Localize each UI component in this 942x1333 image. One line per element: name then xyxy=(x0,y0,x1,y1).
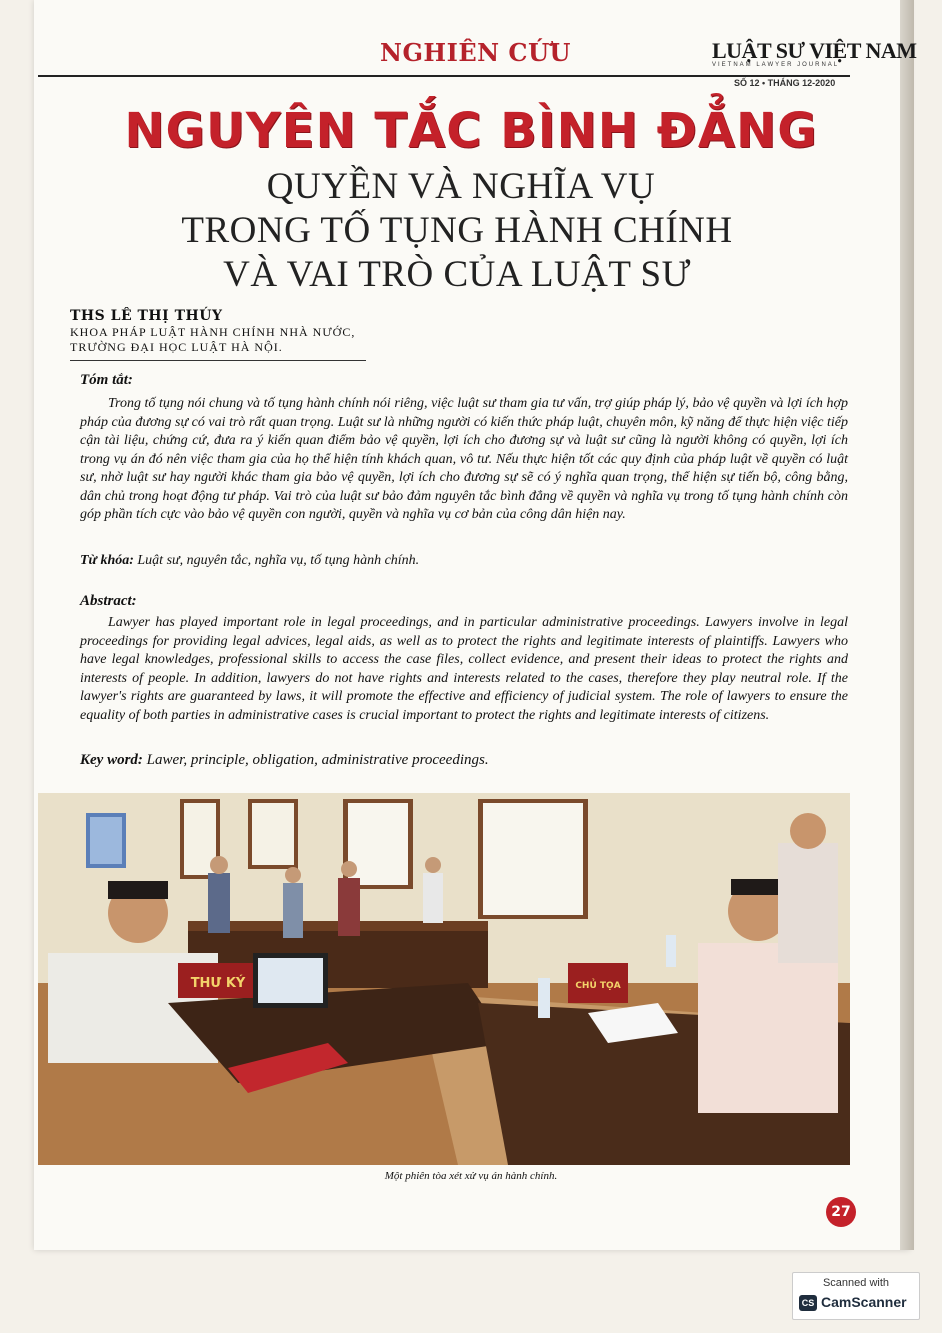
summary-en-label: Abstract: xyxy=(80,593,137,609)
author-rule xyxy=(70,360,366,361)
courtroom-photo xyxy=(38,793,850,1165)
keywords-en-label: Key word: xyxy=(80,752,143,768)
sign-presiding: CHỦ TỌA xyxy=(575,981,621,991)
watermark-brand: CamScanner xyxy=(821,1294,907,1310)
author-affiliation-1: KHOA PHÁP LUẬT HÀNH CHÍNH NHÀ NƯỚC, xyxy=(70,325,356,339)
camscanner-logo-icon: CS xyxy=(799,1295,817,1311)
camscanner-watermark xyxy=(792,1272,920,1320)
photo-caption: Một phiên tòa xét xử vụ án hành chính. xyxy=(384,1170,558,1182)
sign-clerk: THƯ KÝ xyxy=(190,976,246,991)
watermark-text: Scanned with xyxy=(822,1277,890,1289)
keywords-vi xyxy=(80,553,419,569)
journal-brand: LUẬT SƯ VIỆT NAM xyxy=(712,38,917,63)
article-subtitle-line-3: VÀ VAI TRÒ CỦA LUẬT SƯ xyxy=(223,254,691,295)
summary-vi-text: Trong tố tụng nói chung và tố tụng hành chính nói riêng, việc luật sư tham gia tư vấn, trợ giúp pháp lý, bảo vệ quyền và lợi ích hợp pháp của đương sự có vai trò rất quan trọng. Luật sư là những người có kiến thức pháp luật, chuyên môn, kỹ năng để thực hiện việc tiếp cận tài liệu, chứng cứ, đưa ra ý kiến quan điểm bảo vệ quyền, lợi ích cho đương sự và luật sư cũng là người không có quyền, lợi ích trong vụ án đó nên việc tham gia của họ thể hiện tính khách quan, vô tư. Nếu thực hiện tốt các quy định của pháp luật về quyền có luật sư, nhờ luật sư hay người khác tham gia bảo vệ quyền, lợi ích cho đương sự sẽ có ý nghĩa quan trọng, thể hiện sự tiến bộ, công bằng, dân chủ trong hoạt động tư pháp. Vai trò của luật sư bảo đảm nguyên tắc bình đẳng về quyền và nghĩa vụ trong tố tụng hành chính còn góp phần tích cực vào bảo vệ quyền con người, quyền và nghĩa vụ cơ bản của công dân hiện nay. xyxy=(80,396,848,522)
keywords-en-values: Lawer, principle, obligation, administrative proceedings. xyxy=(146,752,489,768)
section-label: NGHIÊN CỨU xyxy=(380,38,571,67)
keywords-vi-values: Luật sư, nguyên tắc, nghĩa vụ, tố tụng hành chính. xyxy=(137,553,420,568)
summary-en-text: Lawyer has played important role in legal proceedings, and in particular administrative proceedings. Lawyers involve in legal proceedings for providing legal advices, legal aids, as well as to protect the rights and legitimate interests of plaintiffs. Lawyers who have legal knowledges, professional skills to access the case files, collect evidence, and present their ideas to protect the rights and interests of people. In addition, lawyers do not have rights and interests related to the cases, therefore they play neutral role. If the lawyer's rights are guaranteed by laws, it will promote the effective and efficiency of judicial system. The role of lawyers to ensure the equality of both parties in administrative cases is crucial important to protect the rights and legitimate interests of citizens. xyxy=(80,615,848,723)
article-title: NGUYÊN TẮC BÌNH ĐẲNG xyxy=(124,103,818,159)
summary-vi-label: Tóm tắt: xyxy=(80,372,133,388)
author-name: THS LÊ THỊ THÚY xyxy=(70,308,223,324)
journal-brand-subtitle: VIETNAM LAWYER JOURNAL xyxy=(712,62,840,68)
courtroom-illustration xyxy=(38,793,850,1165)
keywords-en xyxy=(80,752,489,769)
keywords-vi-label: Từ khóa: xyxy=(80,553,134,568)
issue-info: SỐ 12 • THÁNG 12-2020 xyxy=(734,78,836,88)
author-affiliation-2: TRƯỜNG ĐẠI HỌC LUẬT HÀ NỘI. xyxy=(70,340,283,354)
article-subtitle-line-1: QUYỀN VÀ NGHĨA VỤ xyxy=(266,166,656,207)
article-subtitle-line-2: TRONG TỐ TỤNG HÀNH CHÍNH xyxy=(181,210,733,251)
header-rule xyxy=(38,75,850,77)
page-number: 27 xyxy=(826,1197,856,1227)
